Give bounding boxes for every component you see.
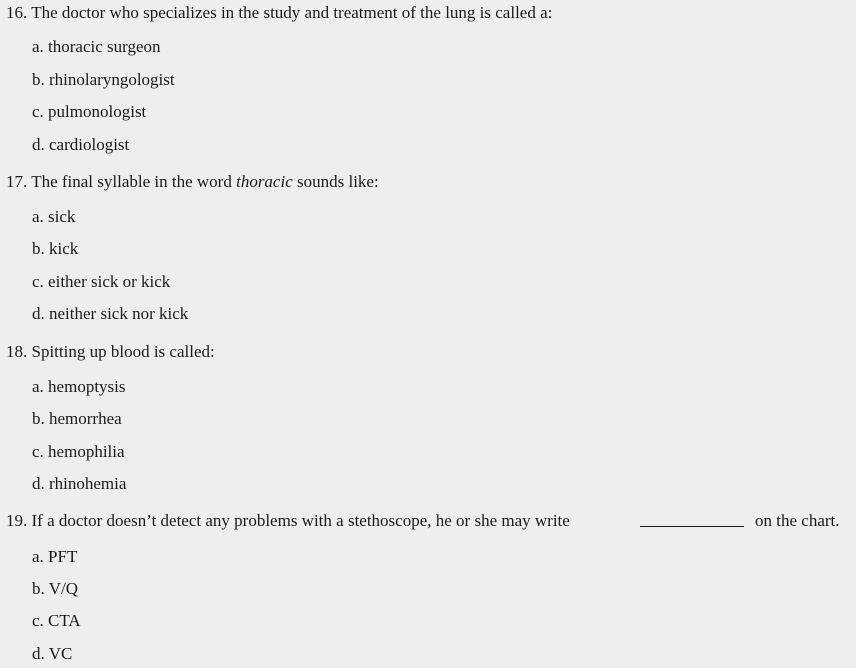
- question-18-text: 18. Spitting up blood is called:: [6, 342, 215, 361]
- question-18-option-c: c. hemophilia: [32, 442, 125, 461]
- question-17-text-start: 17. The final syllable in the word: [6, 172, 237, 191]
- question-19-option-a: a. PFT: [32, 547, 78, 566]
- question-18-option-a: a. hemoptysis: [32, 377, 126, 396]
- question-16-option-d: d. cardiologist: [32, 135, 130, 154]
- question-18-option-b: b. hemorrhea: [32, 409, 122, 428]
- question-17-italic-word: thoracic: [236, 172, 293, 191]
- question-17-option-b: b. kick: [32, 239, 79, 258]
- question-17-text-end: sounds like:: [292, 172, 379, 191]
- answer-blank-line: [640, 526, 744, 527]
- question-17-text: [6, 171, 379, 193]
- question-16-option-b: b. rhinolaryngologist: [32, 70, 175, 89]
- question-16-text: 16. The doctor who specializes in the study and treatment of the lung is called a:: [6, 3, 553, 22]
- question-18-option-d: d. rhinohemia: [32, 474, 127, 493]
- question-19-option-c: c. CTA: [32, 611, 81, 630]
- question-17-option-a: a. sick: [32, 207, 76, 226]
- question-19-option-d: d. VC: [32, 644, 73, 663]
- question-17-option-d: d. neither sick nor kick: [32, 304, 189, 323]
- question-19-text: 19. If a doctor doesn’t detect any problems with a stethoscope, he or she may write: [6, 511, 570, 530]
- question-16-option-a: a. thoracic surgeon: [32, 37, 161, 56]
- question-16-option-c: c. pulmonologist: [32, 102, 147, 121]
- question-17-option-c: c. either sick or kick: [32, 272, 171, 291]
- question-19-text-tail: on the chart.: [755, 511, 840, 530]
- question-19-option-b: b. V/Q: [32, 579, 78, 598]
